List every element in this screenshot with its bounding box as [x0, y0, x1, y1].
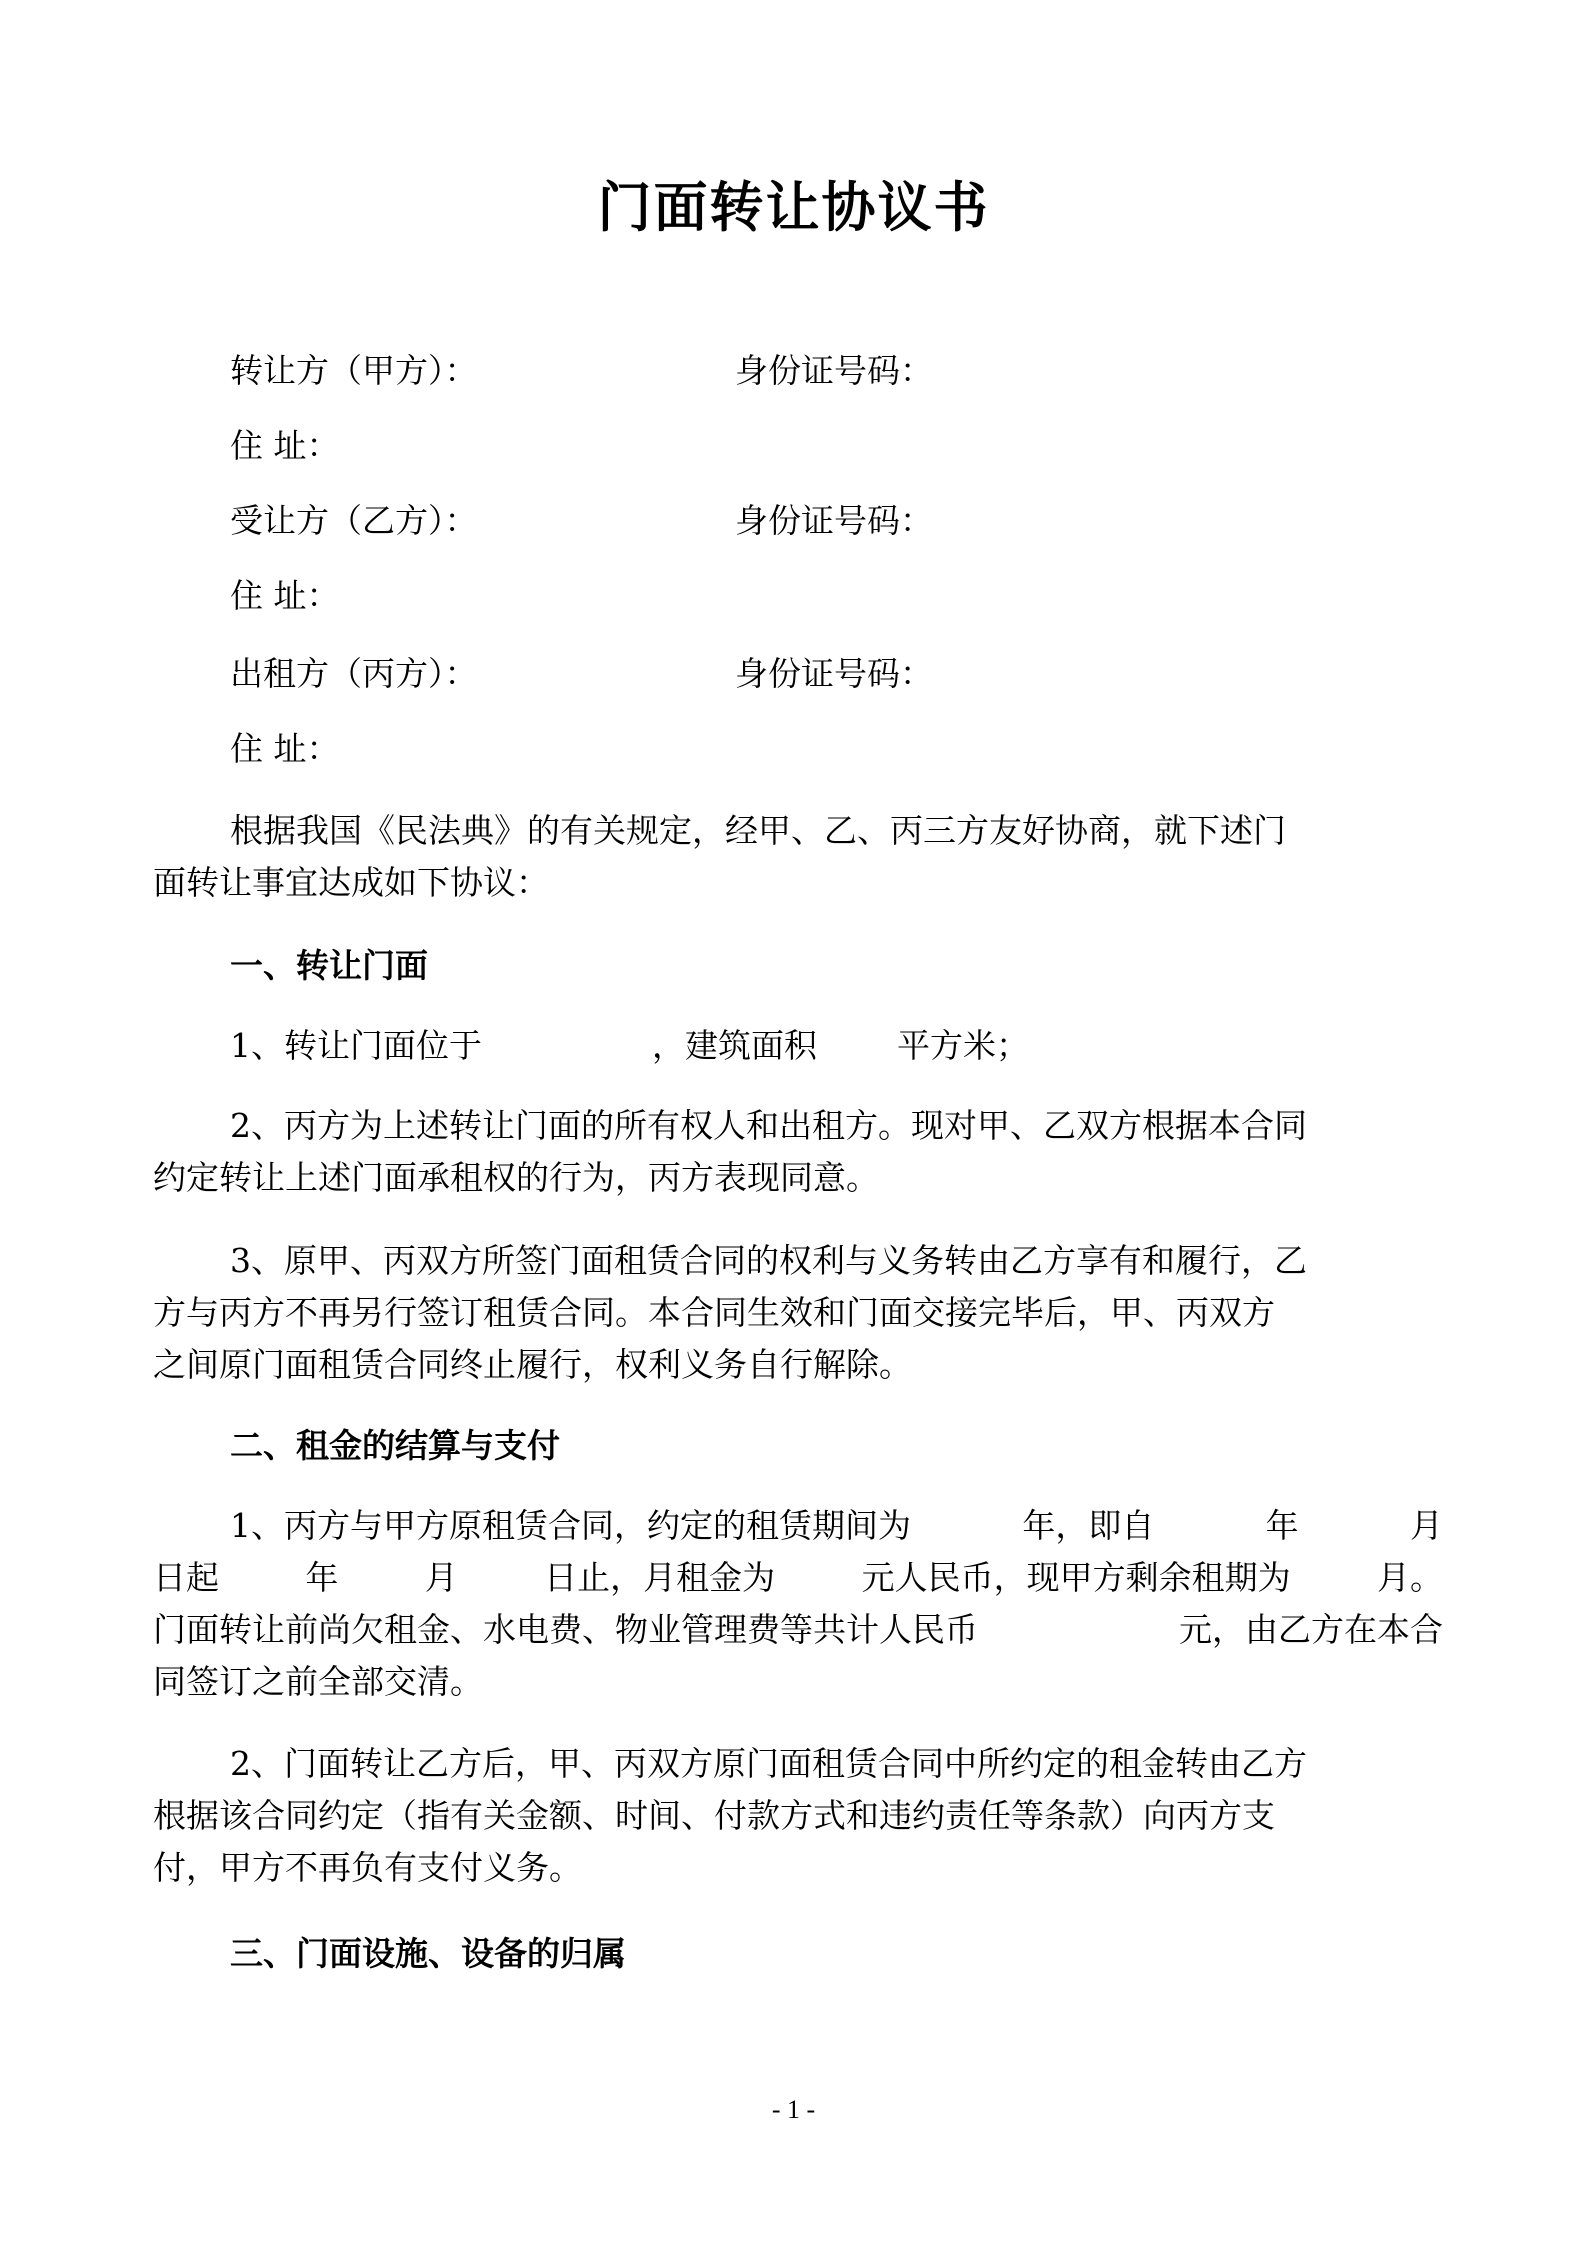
s2-item-2-line-3: 付，甲方不再负有支付义务。 [153, 1848, 582, 1887]
section-1-item-1 [230, 1020, 1029, 1072]
page-number: - 1 - [771, 2095, 816, 2124]
party-c-id-label: 身份证号码： [735, 654, 933, 693]
section-2-heading: 二、租金的结算与支付 [230, 1426, 560, 1465]
section-1-item-2 [153, 1100, 1443, 1204]
item-2-line-2: 约定转让上述门面承租权的行为，丙方表现同意。 [153, 1158, 879, 1197]
section-1-item-3 [153, 1235, 1443, 1391]
item-3-line-2: 方与丙方不再另行签订租赁合同。本合同生效和门面交接完毕后，甲、丙双方 [153, 1293, 1275, 1332]
party-b-address-label: 住 址： [230, 576, 340, 615]
item-1-part-c: 平方米； [897, 1026, 1029, 1065]
s2-item-2-line-2: 根据该合同约定（指有关金额、时间、付款方式和违约责任等条款）向丙方支 [153, 1796, 1275, 1835]
intro-paragraph [153, 805, 1443, 909]
item-1-part-b: ，建筑面积 [652, 1026, 817, 1065]
party-c-label: 出租方（丙方）： [230, 654, 478, 693]
section-2-item-1 [153, 1500, 1443, 1708]
item-1-part-a: 1、转让门面位于 [230, 1026, 482, 1065]
intro-line-2: 面转让事宜达成如下协议： [153, 863, 549, 902]
s2-item-1-line-2: 日起 年 月 日止，月租金为 元人民币，现甲方剩余租期为 月。 [153, 1558, 1443, 1597]
s2-item-1-line-3: 门面转让前尚欠租金、水电费、物业管理费等共计人民币 元，由乙方在本合 [153, 1610, 1443, 1649]
intro-line-1: 根据我国《民法典》的有关规定，经甲、乙、丙三方友好协商，就下述门 [230, 811, 1286, 850]
party-a-label: 转让方（甲方）： [230, 351, 478, 390]
section-2-item-2 [153, 1738, 1443, 1894]
s2-item-1-line-4: 同签订之前全部交清。 [153, 1662, 483, 1701]
section-3-heading: 三、门面设施、设备的归属 [230, 1934, 626, 1973]
party-c-address-label: 住 址： [230, 729, 340, 768]
item-3-line-3: 之间原门面租赁合同终止履行，权利义务自行解除。 [153, 1345, 912, 1384]
party-a-id-label: 身份证号码： [735, 351, 933, 390]
party-b-label: 受让方（乙方）： [230, 501, 478, 540]
item-3-line-1: 3、原甲、丙双方所签门面租赁合同的权利与义务转由乙方享有和履行，乙 [230, 1241, 1307, 1280]
s2-item-1-line-1: 1、丙方与甲方原租赁合同，约定的租赁期间为 年，即自 年 月 [230, 1506, 1443, 1545]
party-a-address-label: 住 址： [230, 426, 340, 465]
page-title: 门面转让协议书 [597, 176, 990, 239]
section-1-heading: 一、转让门面 [230, 946, 428, 985]
party-b-id-label: 身份证号码： [735, 501, 933, 540]
s2-item-2-line-1: 2、门面转让乙方后，甲、丙双方原门面租赁合同中所约定的租金转由乙方 [230, 1744, 1307, 1783]
item-2-line-1: 2、丙方为上述转让门面的所有权人和出租方。现对甲、乙双方根据本合同 [230, 1106, 1307, 1145]
